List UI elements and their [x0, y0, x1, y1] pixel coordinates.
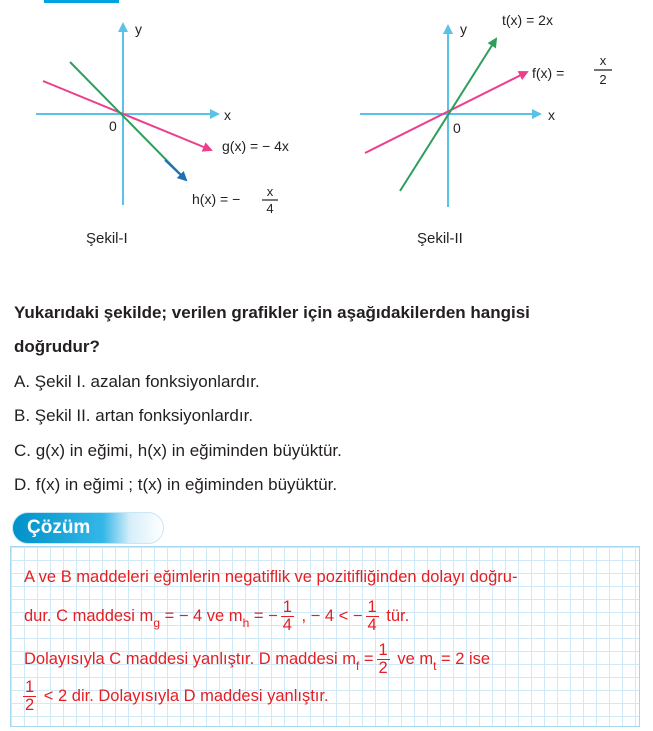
sol-l2-frac-2 — [366, 599, 379, 634]
fig1-h-prefix: h(x) = − — [192, 191, 241, 207]
fig1-line-g-tip — [165, 160, 186, 180]
solution-badge — [12, 512, 164, 544]
option-a[interactable]: A. Şekil I. azalan fonksiyonlardır. — [14, 372, 260, 391]
graphs-figure — [0, 0, 653, 260]
fig1-x-label: x — [224, 107, 231, 123]
fig1-g-label: g(x) = − 4x — [222, 138, 289, 154]
sol-l2-frac-2-num: 1 — [367, 598, 377, 616]
fig2-line-f — [365, 72, 527, 153]
sol-l2-e: tür. — [386, 606, 410, 625]
sol-l2-sub-h: h — [242, 615, 250, 630]
fig1-caption: Şekil-I — [86, 230, 128, 247]
sol-l3-c: ve m — [397, 649, 434, 668]
fig2-caption: Şekil-II — [417, 230, 463, 247]
fig1-line-h — [43, 81, 211, 150]
solution-line-2 — [24, 599, 409, 634]
question-title-line-2: doğrudur? — [14, 337, 100, 356]
sol-l4-frac-num: 1 — [25, 678, 35, 696]
solution-line-1: A ve B maddeleri eğimlerin negatiflik ve pozitifliğinden dolayı doğru- — [24, 568, 518, 586]
solution-line-4 — [20, 679, 329, 714]
sol-l2-frac-2-den: 4 — [367, 616, 377, 634]
fig2-x-label: x — [548, 107, 555, 123]
fig2-t-label: t(x) = 2x — [502, 12, 553, 28]
fig2-f-prefix: f(x) = — [532, 65, 565, 81]
fig2-y-label: y — [460, 21, 467, 37]
fig2-f-num: x — [599, 53, 607, 68]
fig2-origin-label: 0 — [453, 120, 461, 136]
sol-l2-d: , − 4 < − — [301, 606, 363, 625]
fig2-f-den: 2 — [599, 72, 607, 87]
sol-l3-frac-num: 1 — [378, 641, 388, 659]
figure-2 — [360, 12, 612, 247]
sol-l2-b: = − 4 ve m — [164, 606, 243, 625]
solution-badge-label: Çözüm — [27, 517, 91, 538]
option-d[interactable]: D. f(x) in eğimi ; t(x) in eğiminden büyüktür. — [14, 475, 338, 494]
solution-line-3 — [24, 642, 490, 677]
sol-l3-frac-den: 2 — [378, 659, 388, 677]
fig1-y-label: y — [135, 21, 142, 37]
fig1-h-num: x — [266, 184, 274, 199]
sol-l4-frac-den: 2 — [25, 696, 35, 714]
sol-l3-sub-f: f — [355, 658, 360, 673]
sol-l2-frac-1 — [281, 599, 294, 634]
sol-l3-b: = — [363, 649, 374, 668]
sol-l3-a: Dolayısıyla C maddesi yanlıştır. D maddesi m — [24, 649, 356, 668]
sol-l2-c: = − — [253, 606, 278, 625]
option-c[interactable]: C. g(x) in eğimi, h(x) in eğiminden büyüktür. — [14, 441, 342, 460]
sol-l3-sub-t: t — [433, 658, 437, 673]
sol-l2-sub-g: g — [153, 615, 160, 630]
sol-l2-frac-1-num: 1 — [282, 598, 292, 616]
sol-l3-frac — [377, 642, 390, 677]
sol-l2-a: dur. C maddesi m — [24, 606, 154, 625]
fig1-h-den: 4 — [266, 201, 274, 216]
sol-l4-a: < 2 dir. Dolayısıyla D maddesi yanlıştır. — [43, 686, 329, 705]
question-title-line-1: Yukarıdaki şekilde; verilen grafikler için aşağıdakilerden hangisi — [14, 303, 530, 322]
sol-l4-frac — [23, 679, 36, 714]
option-b[interactable]: B. Şekil II. artan fonksiyonlardır. — [14, 406, 254, 425]
sol-l3-d: = 2 ise — [441, 649, 491, 668]
sol-l2-frac-1-den: 4 — [282, 616, 292, 634]
fig1-origin-label: 0 — [109, 118, 117, 134]
figure-1 — [36, 21, 289, 247]
